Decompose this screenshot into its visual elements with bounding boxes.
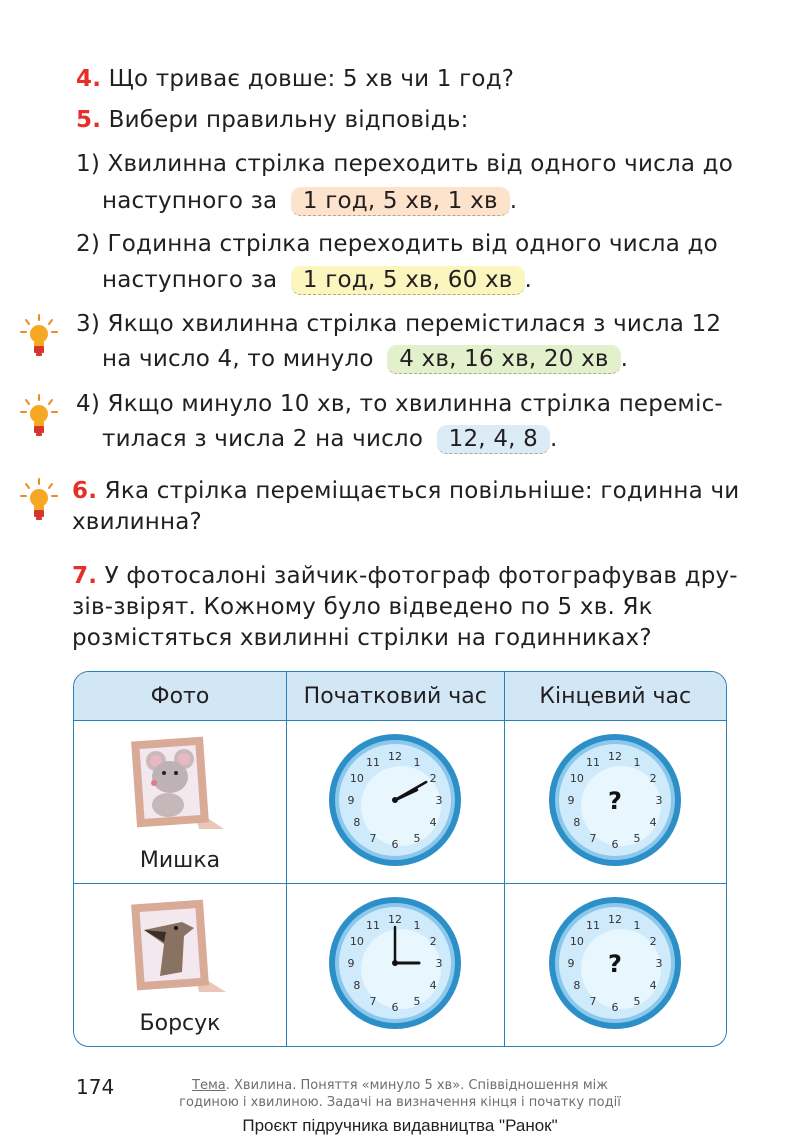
clock-numeral: 5 <box>633 832 641 846</box>
subtask-1-line1: 1) Хвилинна стрілка переходить від одного числа до <box>76 151 734 177</box>
task-number: 7. <box>72 563 98 589</box>
subtask-2-line1: 2) Годинна стрілка переходить від одного числа до <box>76 231 718 257</box>
subtask-1-line2 <box>102 187 517 216</box>
answer-options[interactable]: 4 хв, 16 хв, 20 хв <box>387 345 620 374</box>
lightbulb-icon <box>20 477 58 523</box>
period: . <box>550 426 558 452</box>
animal-name: Борсук <box>139 1011 221 1036</box>
clock-numeral: 2 <box>429 935 437 948</box>
clock-numeral: 11 <box>366 755 381 769</box>
clock-numeral: 4 <box>649 979 657 992</box>
project-note: Проєкт підручника видавництва "Ранок" <box>242 1116 558 1135</box>
task-number: 5. <box>76 107 102 133</box>
task-text: У фотосалоні зайчик-фотограф фотографував дру- <box>104 563 738 589</box>
clock-numeral: 3 <box>435 957 443 970</box>
clock-numeral: 6 <box>391 1001 399 1014</box>
task-6-line2: хвилинна? <box>72 509 202 535</box>
task-text: Що триває довше: 5 хв чи 1 год? <box>108 66 515 92</box>
clock-numeral: 7 <box>589 995 597 1009</box>
animal-name: Мишка <box>139 848 221 873</box>
photo-cell <box>74 884 286 1046</box>
clock-numeral: 9 <box>567 957 575 970</box>
subtask-4-line2 <box>102 425 558 454</box>
clock-numeral: 5 <box>633 995 641 1009</box>
clock-numeral: 4 <box>429 816 437 829</box>
period: . <box>509 188 518 214</box>
task-6-line1 <box>72 478 739 504</box>
clock-numeral: 7 <box>369 832 377 846</box>
clock-numeral: 1 <box>413 755 421 769</box>
end-clock-cell <box>504 884 727 1046</box>
clock-numeral: 10 <box>570 772 585 785</box>
clock-numeral: 4 <box>429 979 437 992</box>
header-photo: Фото <box>74 672 286 721</box>
clock-numeral: 3 <box>655 794 663 807</box>
clock-numeral: 2 <box>649 935 657 948</box>
start-clock-cell <box>286 884 504 1046</box>
task-text: Яка стрілка переміщається повільніше: годинна чи <box>104 478 740 504</box>
clock-icon <box>325 730 465 870</box>
clock-numeral: 9 <box>347 794 355 807</box>
subtask-text: тилася з числа 2 на число <box>102 426 424 452</box>
clock-numeral: 9 <box>567 794 575 807</box>
answer-options[interactable]: 1 год, 5 хв, 1 хв <box>291 187 510 216</box>
clock-numeral: 8 <box>573 816 581 829</box>
clock-numeral: 9 <box>347 957 355 970</box>
lightbulb-icon <box>20 313 58 359</box>
clock-numeral: 6 <box>611 838 619 851</box>
clock-numeral: 8 <box>353 979 361 992</box>
clock-numeral: 12 <box>608 750 623 763</box>
clock-numeral: 8 <box>573 979 581 992</box>
question-mark: ? <box>608 950 623 978</box>
subtask-3-line1: 3) Якщо хвилинна стрілка перемістилася з числа 12 <box>76 311 722 337</box>
period: . <box>524 267 533 293</box>
start-clock-cell <box>286 721 504 884</box>
clock-numeral: 3 <box>435 794 443 807</box>
task-number: 4. <box>76 66 102 92</box>
photo-time-table <box>73 671 727 1047</box>
clock-numeral: 4 <box>649 816 657 829</box>
task-5 <box>76 107 469 133</box>
topic-label[interactable]: Тема <box>192 1078 226 1093</box>
end-clock-cell <box>504 721 727 884</box>
clock-numeral: 11 <box>586 755 601 769</box>
topic-line2: годиною і хвилиною. Задачі на визначення кінця і початку події <box>179 1095 621 1110</box>
clock-icon <box>545 730 685 870</box>
clock-numeral: 6 <box>391 838 399 851</box>
task-7-line1 <box>72 563 738 589</box>
subtask-3-line2 <box>102 345 628 374</box>
header-start-time: Початковий час <box>286 672 504 721</box>
clock-numeral: 3 <box>655 957 663 970</box>
subtask-2-line2 <box>102 266 532 295</box>
table-row <box>74 721 726 884</box>
clock-numeral: 10 <box>570 935 585 948</box>
clock-numeral: 1 <box>633 755 641 769</box>
subtask-text: наступного за <box>102 188 278 214</box>
footer-topic <box>130 1077 670 1111</box>
clock-numeral: 1 <box>413 918 421 932</box>
clock-numeral: 5 <box>413 832 421 846</box>
clock-numeral: 1 <box>633 918 641 932</box>
task-text: Вибери правильну відповідь: <box>108 107 469 133</box>
clock-numeral: 2 <box>429 772 437 785</box>
clock-numeral: 2 <box>649 772 657 785</box>
clock-numeral: 6 <box>611 1001 619 1014</box>
question-mark: ? <box>608 787 623 815</box>
clock-numeral: 11 <box>586 918 601 932</box>
clock-numeral: 7 <box>369 995 377 1009</box>
clock-numeral: 12 <box>608 913 623 926</box>
answer-options[interactable]: 12, 4, 8 <box>437 425 550 454</box>
task-4 <box>76 66 514 92</box>
subtask-text: на число 4, то минуло <box>102 346 374 372</box>
clock-numeral: 7 <box>589 832 597 846</box>
mouse-photo-frame <box>124 729 234 839</box>
clock-numeral: 10 <box>350 935 365 948</box>
subtask-4-line1: 4) Якщо минуло 10 хв, то хвилинна стрілка переміс- <box>76 391 723 417</box>
lightbulb-icon <box>20 393 58 439</box>
photo-cell <box>74 721 286 884</box>
clock-numeral: 12 <box>388 750 403 763</box>
clock-numeral: 10 <box>350 772 365 785</box>
answer-options[interactable]: 1 год, 5 хв, 60 хв <box>291 266 525 295</box>
table-row <box>74 884 726 1046</box>
task-number: 6. <box>72 478 98 504</box>
clock-numeral: 5 <box>413 995 421 1009</box>
task-7-line2: зів-звірят. Кожному було відведено по 5 хв. Як <box>72 594 653 620</box>
header-end-time: Кінцевий час <box>504 672 727 721</box>
task-7-line3: розмістяться хвилинні стрілки на годинниках? <box>72 625 652 651</box>
clock-numeral: 12 <box>388 913 403 926</box>
period: . <box>620 346 629 372</box>
badger-photo-frame <box>124 892 234 1002</box>
clock-icon <box>325 893 465 1033</box>
topic-text: . Хвилина. Поняття «минуло 5 хв». Співвідношення між <box>225 1078 608 1093</box>
subtask-text: наступного за <box>102 267 278 293</box>
page-number: 174 <box>76 1075 115 1099</box>
clock-icon <box>545 893 685 1033</box>
clock-numeral: 8 <box>353 816 361 829</box>
clock-numeral: 11 <box>366 918 381 932</box>
